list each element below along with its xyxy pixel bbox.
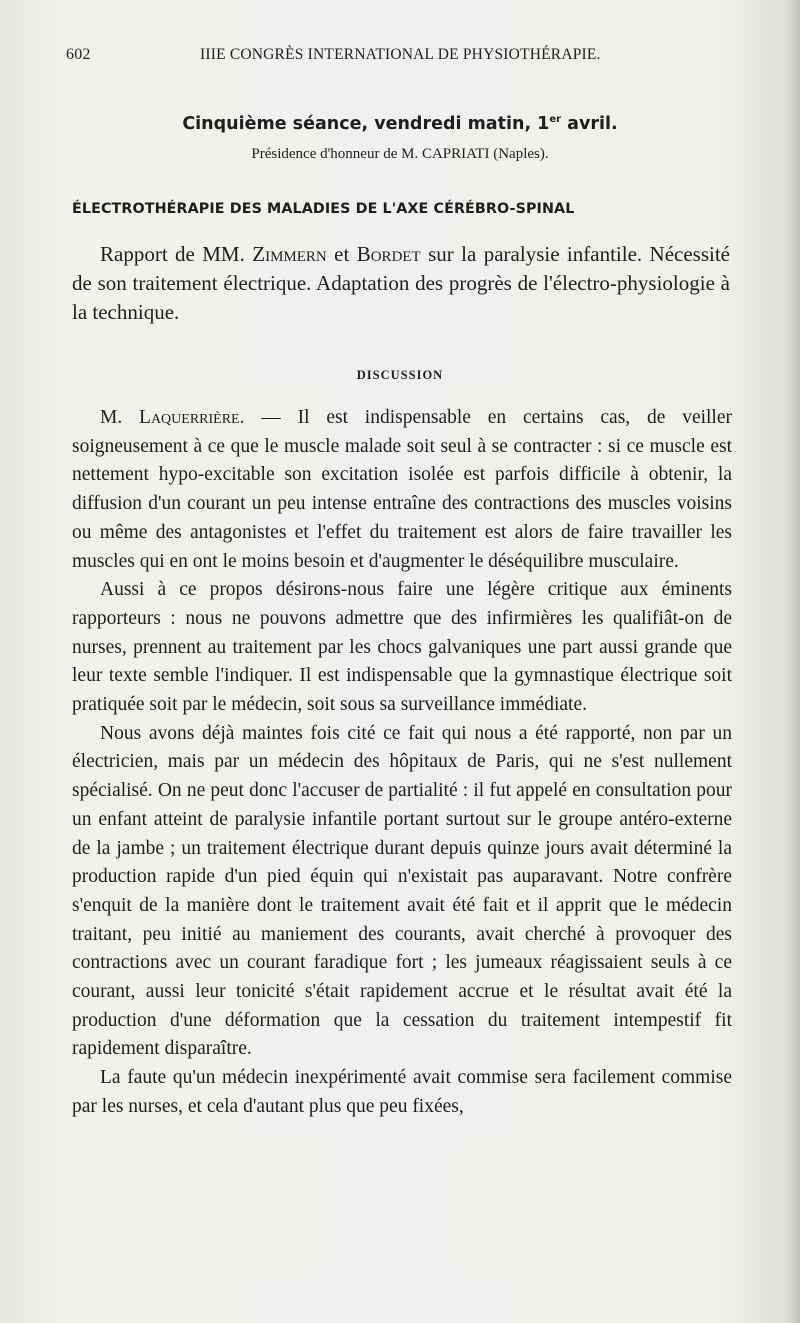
session-title-sup: er <box>549 114 562 126</box>
paragraph-4: La faute qu'un médecin inexpérimenté avait commise sera facilement commise par les nurses, et cela d'autant plus que peu fixées, <box>72 1067 732 1117</box>
running-title: IIIE CONGRÈS INTERNATIONAL DE PHYSIOTHÉRAPIE. <box>200 46 601 63</box>
report-author-2: Bordet <box>356 242 421 266</box>
discussion-label: DISCUSSION <box>356 368 444 382</box>
report-text-end: sur la paralysie infantile. Nécessité de son traitement électrique. Adaptation des progrès de l'électro-physiologie à la technique. <box>72 242 731 324</box>
report-paragraph <box>72 240 730 327</box>
speaker-prefix: M. <box>100 407 140 428</box>
presidence-line: Présidence d'honneur de M. CAPRIATI (Naples). <box>251 146 549 162</box>
paragraph-3: Nous avons déjà maintes fois cité ce fait qui nous a été rapporté, non par un électricien, mais par un médecin des hôpitaux de Paris, qui ne s'est nullement spécialisé. On ne peut donc l'accuser de partialité : il fut appelé en consultation pour un enfant atteint de paralysie infantile portant surtout sur le groupe antéro-externe de la jambe ; un traitement électrique durant depuis quinze jours avait déterminé la production rapide d'un pied équin qui n'existait pas auparavant. Notre confrère s'enquit de la manière dont le traitement avait été fait et il apprit que le médecin traitant, peu initié au maniement des courants, avait cherché à provoquer des contractions avec un courant faradique fort ; les jumeaux réagissaient seuls à ce courant, aussi leur tonicité s'était rapidement accrue et le résultat avait été la production d'une déformation que la cessation du traitement intempestif fit rapidement disparaître. <box>72 722 732 1060</box>
report-text-start: Rapport de MM. <box>100 242 253 266</box>
paragraph-1 <box>72 404 732 576</box>
page-header <box>66 46 736 70</box>
session-title-end: avril. <box>561 114 618 134</box>
page-number: 602 <box>66 46 91 63</box>
session-title <box>0 114 800 134</box>
speaker-name: Laquerrière <box>139 407 240 428</box>
discussion-body <box>72 404 732 1122</box>
paragraph-2: Aussi à ce propos désirons-nous faire une légère critique aux éminents rapporteurs : nous ne pouvons admettre que des infirmières les qualifiât-on de nurses, prennent au traitement par les chocs galvaniques une part aussi grande que leur texte semble l'indiquer. Il est indispensable que la gymnastique électrique soit pratiquée soit par le médecin, soit sous sa surveillance immédiate. <box>72 579 732 716</box>
section-heading: ÉLECTROTHÉRAPIE DES MALADIES DE L'AXE CÉRÉBRO-SPINAL <box>72 201 575 217</box>
report-author-1: Zimmern <box>252 242 327 266</box>
report-text-mid: et <box>326 242 357 266</box>
session-title-main: Cinquième séance, vendredi matin, 1 <box>182 114 550 134</box>
paragraph-1-text: . — Il est indispensable en certains cas, de veiller soigneusement à ce que le muscle malade soit seul à se contracter : si ce muscle est nettement hypo-excitable son excitation isolée est parfois difficile à obtenir, la diffusion d'un courant un peu intense entraîne des contractions des muscles voisins ou même des antagonistes et l'effet du traitement est alors de faire travailler les muscles qui en ont le moins besoin et d'augmenter le déséquilibre musculaire. <box>72 407 732 572</box>
page-edge-shadow <box>786 0 800 1323</box>
